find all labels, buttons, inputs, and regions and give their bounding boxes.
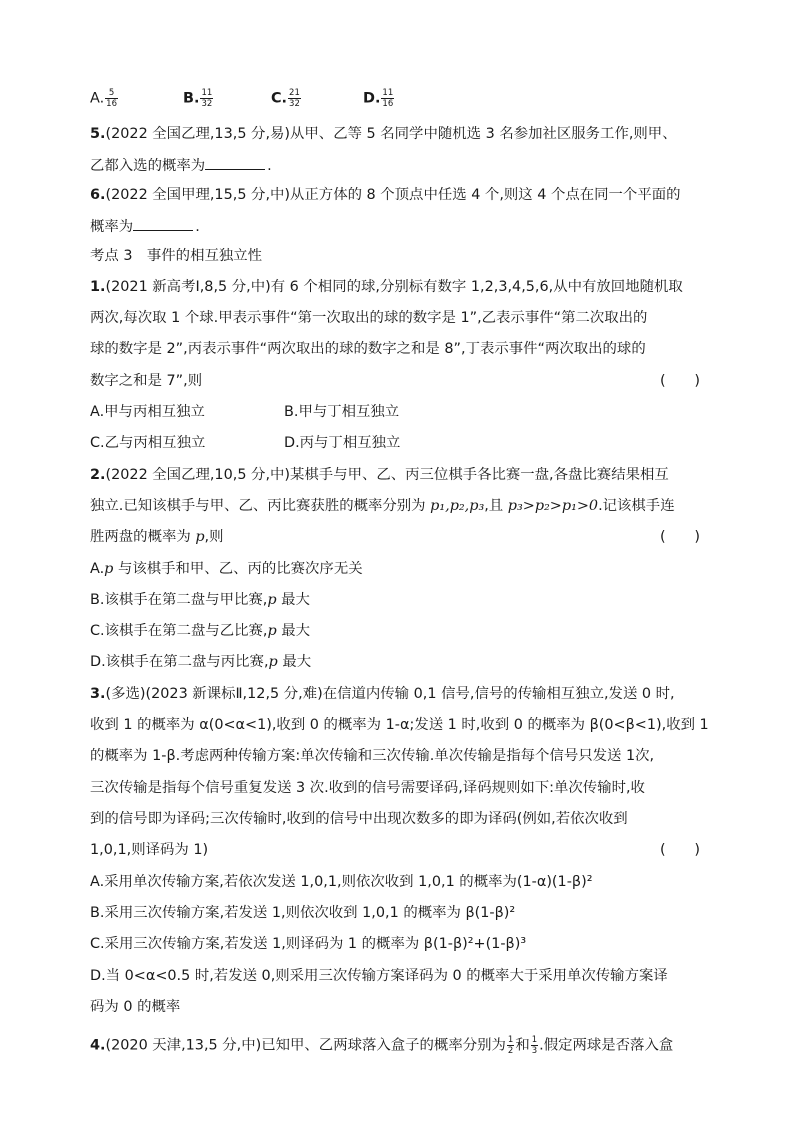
section-heading: 考点 3 事件的相互独立性 [90,248,263,264]
answer-blank[interactable] [133,216,193,231]
option-c: C. $\frac{21}{32}$ [271,88,300,109]
problem-2-line-3: 胜两盘的概率为 p,则 [90,529,224,545]
problem-2-option-d: D.该棋手在第二盘与丙比赛,p 最大 [90,654,312,670]
problem-3-line-1: 3.(多选)(2023 新课标Ⅱ,12,5 分,难)在信道内传输 0,1 信号,信号的传输相互独立,发送 0 时, [90,686,675,702]
answer-bracket[interactable]: ( ) [660,842,701,858]
question-5-line-2: 乙都入选的概率为 . [90,155,272,176]
problem-2-option-a: A.p 与该棋手和甲、乙、丙的比赛次序无关 [90,561,363,577]
problem-3-option-d-line-2: 码为 0 的概率 [90,999,181,1015]
problem-2-line-2: 独立.已知该棋手与甲、乙、丙比赛获胜的概率分别为 p₁,p₂,p₃,且 p₃>p₂>p₁>0.记该棋手连 [90,498,675,514]
answer-bracket[interactable]: ( ) [660,373,701,389]
problem-3-option-a: A.采用单次传输方案,若依次发送 1,0,1,则依次收到 1,0,1 的概率为(1-α)(1-β)² [90,874,593,890]
answer-bracket[interactable]: ( ) [660,529,701,545]
problem-3-line-3: 的概率为 1-β.考虑两种传输方案:单次传输和三次传输.单次传输是指每个信号只发送 1次, [90,748,655,764]
problem-3-line-2: 收到 1 的概率为 α(0<α<1),收到 0 的概率为 1-α;发送 1 时,收到 0 的概率为 β(0<β<1),收到 1 [90,717,709,733]
option-a: A. $\frac{5}{16}$ [90,88,117,109]
problem-3-line-4: 三次传输是指每个信号重复发送 3 次.收到的信号需要译码,译码规则如下:单次传输时,收 [90,780,645,796]
problem-2-line-1: 2.(2022 全国乙理,10,5 分,中)某棋手与甲、乙、丙三位棋手各比赛一盘,各盘比赛结果相互 [90,467,669,483]
option-b: B. $\frac{11}{32}$ [183,88,213,109]
question-5-line-1: 5.(2022 全国乙理,13,5 分,易)从甲、乙等 5 名同学中随机选 3 名参加社区服务工作,则甲、 [90,126,677,142]
problem-1-line-1: 1.(2021 新高考Ⅰ,8,5 分,中)有 6 个相同的球,分别标有数字 1,2,3,4,5,6,从中有放回地随机取 [90,279,683,295]
problem-3-option-d-line-1: D.当 0<α<0.5 时,若发送 0,则采用三次传输方案译码为 0 的概率大于采用单次传输方案译 [90,968,668,984]
fraction: $\frac{11}{16}$ [382,88,394,109]
question-6-line-1: 6.(2022 全国甲理,15,5 分,中)从正方体的 8 个顶点中任选 4 个,则这 4 个点在同一个平面的 [90,187,681,203]
problem-2-option-b: B.该棋手在第二盘与甲比赛,p 最大 [90,592,310,608]
problem-3-line-6: 1,0,1,则译码为 1) [90,842,209,858]
fraction: $\frac{11}{32}$ [201,88,213,109]
question-6-line-2: 概率为 . [90,216,200,237]
fraction: $\frac{1}{2}$ [507,1035,514,1056]
problem-1-line-2: 两次,每次取 1 个球.甲表示事件“第一次取出的球的数字是 1”,乙表示事件“第二次取出的 [90,310,648,326]
option-d: D. $\frac{11}{16}$ [363,88,394,109]
problem-4-line-1: 4.(2020 天津,13,5 分,中)已知甲、乙两球落入盒子的概率分别为 $\frac{1}{2}$ 和 $\frac{1}{3}$ .假定两球是否落入盒 [90,1035,674,1056]
fraction: $\frac{5}{16}$ [106,88,117,109]
problem-3-option-b: B.采用三次传输方案,若发送 1,则依次收到 1,0,1 的概率为 β(1-β)² [90,905,516,921]
problem-3-line-5: 到的信号即为译码;三次传输时,收到的信号中出现次数多的即为译码(例如,若依次收到 [90,811,628,827]
problem-3-option-c: C.采用三次传输方案,若发送 1,则译码为 1 的概率为 β(1-β)²+(1-β)³ [90,936,527,952]
problem-2-option-c: C.该棋手在第二盘与乙比赛,p 最大 [90,623,311,639]
problem-1-option-d: D.丙与丁相互独立 [284,435,401,451]
answer-blank[interactable] [205,155,265,170]
fraction: $\frac{1}{3}$ [531,1035,538,1056]
problem-1-line-4: 数字之和是 7”,则 [90,373,203,389]
problem-1-option-a: A.甲与丙相互独立 [90,404,205,420]
problem-1-option-b: B.甲与丁相互独立 [284,404,400,420]
fraction: $\frac{21}{32}$ [289,88,300,109]
problem-1-option-c: C.乙与丙相互独立 [90,435,206,451]
problem-1-line-3: 球的数字是 2”,丙表示事件“两次取出的球的数字之和是 8”,丁表示事件“两次取出的球的 [90,341,646,357]
